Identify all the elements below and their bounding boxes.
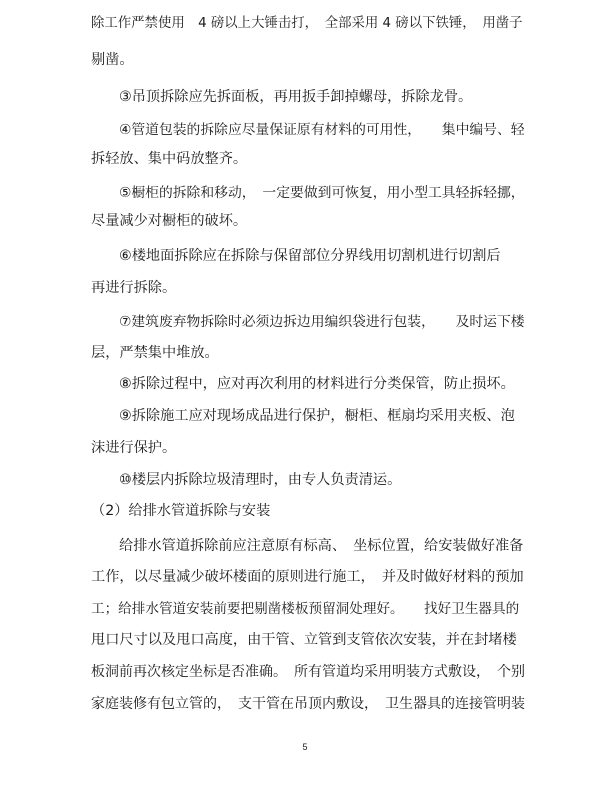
text-line: 尽量减少对橱柜的破坏。 — [91, 213, 248, 229]
text-line: 板洞前再次核定坐标是否准确。 所有管道均采用明装方式敷设， 个别 — [91, 664, 525, 680]
section-heading: （2）给排水管道拆除与安装 — [91, 503, 271, 519]
text-line: ⑥楼地面拆除应在拆除与保留部位分界线用切割机进行切割后 — [119, 248, 501, 264]
text-line: 除工作严禁使用 4 磅以上大锤击打， 全部采用 4 磅以下铁锤， 用凿子 — [91, 16, 523, 31]
page-number: 5 — [302, 742, 308, 752]
text-line: ③吊顶拆除应先拆面板，再用扳手卸掉螺母，拆除龙骨。 — [119, 89, 473, 105]
text-line: ⑩楼层内拆除垃圾清理时，由专人负责清运。 — [119, 472, 402, 488]
text-line: 给排水管道拆除前应注意原有标高、 坐标位置，给安装做好准备 — [119, 538, 524, 554]
text-line: 剔凿。 — [91, 52, 134, 68]
text-line: 工；给排水管道安装前要把剔凿楼板预留洞处理好。 找好卫生器具的 — [91, 601, 520, 617]
text-line: 工作，以尽量减少破坏楼面的原则进行施工， 并及时做好材料的预加 — [91, 569, 524, 585]
text-line: ⑤橱柜的拆除和移动， 一定要做到可恢复，用小型工具轻拆轻挪， — [119, 185, 525, 201]
text-line: 沫进行保护。 — [91, 440, 177, 456]
text-line: ④管道包装的拆除应尽量保证原有材料的可用性， 集中编号、轻 — [119, 122, 525, 138]
text-line: 再进行拆除。 — [91, 280, 177, 296]
text-line: ⑧拆除过程中，应对再次利用的材料进行分类保管，防止损坏。 — [119, 376, 515, 392]
text-line: 甩口尺寸以及甩口高度，由干管、立管到支管依次安装，并在封堵楼 — [91, 632, 517, 648]
text-line: ⑨拆除施工应对现场成品进行保护，橱柜、框扇均采用夹板、泡 — [119, 408, 515, 424]
text-line: ⑦建筑废弃物拆除时必须边拆边用编织袋进行包装， 及时运下楼 — [119, 314, 525, 330]
text-line: 层，严禁集中堆放。 — [91, 345, 219, 361]
text-line: 家庭装修有包立管的， 支干管在吊顶内敷设， 卫生器具的连接管明装 — [91, 696, 525, 712]
text-line: 拆轻放、集中码放整齐。 — [91, 151, 248, 167]
